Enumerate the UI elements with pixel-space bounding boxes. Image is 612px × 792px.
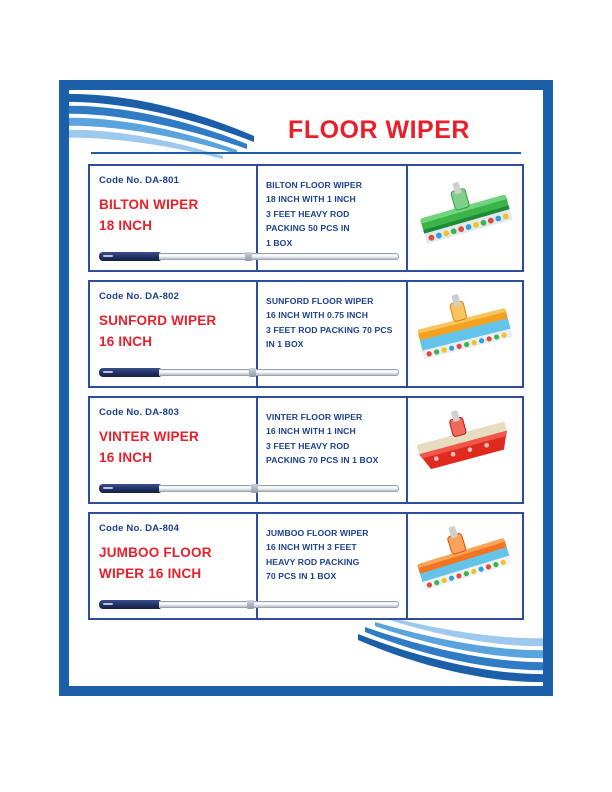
description-line: 1 BOX — [266, 237, 293, 248]
description-line: 16 INCH WITH 0.75 INCH — [266, 310, 369, 321]
description-line: HEAVY ROD PACKING — [266, 556, 360, 567]
handle-grip — [99, 600, 161, 609]
product-name-line2: 16 INCH — [99, 333, 153, 349]
wiper-handle-rod — [99, 484, 399, 493]
product-card[interactable] — [88, 396, 524, 504]
product-name-line1: SUNFORD WIPER — [99, 313, 217, 328]
description-line: 16 INCH WITH 3 FEET — [266, 542, 357, 553]
product-code: Code No. DA-804 — [99, 523, 180, 534]
description-line: 3 FEET HEAVY ROD — [266, 440, 350, 451]
description-line: JUMBOO FLOOR WIPER — [266, 528, 369, 538]
vinter-floor-wiper-image — [408, 398, 522, 502]
handle-shaft — [159, 601, 399, 608]
product-name-line1: JUMBOO FLOOR — [99, 545, 212, 560]
product-list — [88, 164, 524, 628]
page-blue-frame — [59, 80, 553, 696]
jumboo-floor-wiper-image — [408, 514, 522, 618]
product-card[interactable] — [88, 512, 524, 620]
product-image-cell — [408, 166, 522, 270]
handle-shaft — [159, 253, 399, 260]
bilton-floor-wiper-image — [408, 166, 522, 270]
handle-collar — [245, 252, 252, 261]
handle-collar — [251, 484, 258, 493]
product-image-cell — [408, 282, 522, 386]
description-line: 16 INCH WITH 1 INCH — [266, 426, 356, 437]
description-line: IN 1 BOX — [266, 339, 304, 350]
description-line: 3 FEET HEAVY ROD — [266, 208, 350, 219]
product-image-cell — [408, 514, 522, 618]
handle-grip — [99, 368, 161, 377]
handle-grip — [99, 252, 161, 261]
product-code: Code No. DA-801 — [99, 175, 180, 186]
wiper-handle-rod — [99, 252, 399, 261]
product-name-line1: BILTON WIPER — [99, 197, 199, 212]
handle-collar — [249, 368, 256, 377]
description-line: 3 FEET ROD PACKING 70 PCS — [266, 324, 393, 335]
handle-shaft — [159, 369, 399, 376]
handle-grip — [99, 484, 161, 493]
product-name-line2: WIPER 16 INCH — [99, 565, 202, 581]
description-line: PACKING 70 PCS IN 1 BOX — [266, 455, 379, 466]
product-image-cell — [408, 398, 522, 502]
handle-collar — [247, 600, 254, 609]
page-title-wrap — [229, 116, 529, 145]
description-line: PACKING 50 PCS IN — [266, 223, 350, 234]
page-content-area — [69, 90, 543, 686]
product-code: Code No. DA-802 — [99, 291, 180, 302]
product-card[interactable] — [88, 164, 524, 272]
description-line: 18 INCH WITH 1 INCH — [266, 194, 356, 205]
description-line: 70 PCS IN 1 BOX — [266, 571, 337, 582]
product-name-line1: VINTER WIPER — [99, 429, 199, 444]
product-name-line2: 16 INCH — [99, 449, 153, 465]
page-title: FLOOR WIPER — [288, 116, 470, 144]
description-line: SUNFORD FLOOR WIPER — [266, 296, 374, 306]
product-name-line2: 18 INCH — [99, 217, 153, 233]
handle-shaft — [159, 485, 399, 492]
wiper-handle-rod — [99, 368, 399, 377]
description-line: BILTON FLOOR WIPER — [266, 180, 363, 190]
title-divider — [91, 152, 521, 154]
product-code: Code No. DA-803 — [99, 407, 180, 418]
wiper-handle-rod — [99, 600, 399, 609]
description-line: VINTER FLOOR WIPER — [266, 412, 363, 422]
sunford-floor-wiper-image — [408, 282, 522, 386]
product-card[interactable] — [88, 280, 524, 388]
